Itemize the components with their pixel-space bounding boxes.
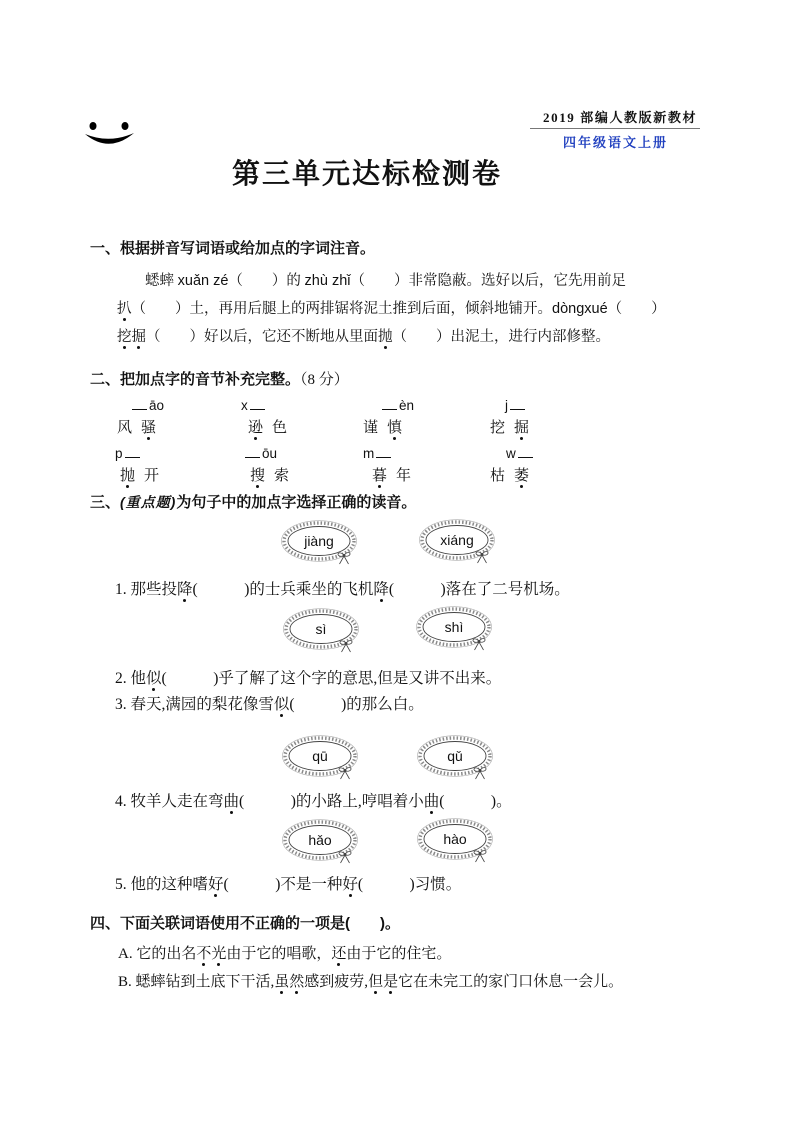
pinyin-option: hào xyxy=(443,831,467,847)
pinyin-prompt xyxy=(506,445,535,463)
section2-points: （8 分） xyxy=(300,372,349,388)
text-segment: 风 xyxy=(117,420,133,436)
question-sentence xyxy=(115,580,570,600)
header-divider xyxy=(530,128,700,129)
section1-line xyxy=(145,271,626,291)
pinyin-prefix: m xyxy=(363,446,375,461)
emphasized-char: 虽 xyxy=(274,974,290,990)
pinyin-suffix: āo xyxy=(149,398,165,413)
text-segment: 开 xyxy=(144,468,160,484)
text-segment: 谨 xyxy=(363,420,379,436)
section1-heading: 一、根据拼音写词语或给加点的字词注音。 xyxy=(90,240,376,257)
section1-line xyxy=(117,299,666,319)
pinyin-prefix: p xyxy=(115,446,123,461)
section1-line xyxy=(117,327,610,347)
emphasized-char: 掘 xyxy=(131,329,146,345)
pinyin-prompt xyxy=(363,445,393,463)
question-sentence xyxy=(115,792,512,812)
text-segment: （ ）的 xyxy=(228,273,305,289)
text-segment: （ ）出泥土，进行内部修整。 xyxy=(392,329,610,345)
pinyin-prefix: w xyxy=(506,446,516,461)
pinyin-option-frame xyxy=(282,735,362,781)
section3-heading-text: 为句子中的加点字选择正确的读音。 xyxy=(176,494,417,511)
emphasized-char: 似 xyxy=(146,670,162,687)
answer-blank xyxy=(382,400,397,410)
pinyin-option: hǎo xyxy=(308,832,332,848)
text-segment: ( )习惯。 xyxy=(357,876,462,893)
pinyin-option-frame xyxy=(282,819,362,865)
answer-blank xyxy=(125,448,140,458)
text-segment: A. 它的出名 xyxy=(118,946,197,962)
text-segment: （ ） xyxy=(607,301,666,317)
answer-blank xyxy=(132,400,147,410)
text-segment: 枯 xyxy=(490,468,506,484)
text-segment: 由于它的唱歌， xyxy=(226,946,332,962)
pinyin-option: shì xyxy=(444,619,464,635)
emphasized-char: 搜 xyxy=(250,468,266,484)
text-segment: ( )乎了解了这个字的意思,但是又讲不出来。 xyxy=(161,670,502,687)
pinyin-prompt xyxy=(505,397,527,415)
emphasized-char: 不 xyxy=(196,946,212,962)
key-question-tag: (重点题) xyxy=(120,494,177,510)
answer-blank xyxy=(245,448,260,458)
edition-label: 2019 部编人教版新教材 xyxy=(543,110,698,125)
choice-option-a xyxy=(118,944,451,964)
pinyin-prompt xyxy=(130,397,164,415)
pinyin-prefix: x xyxy=(241,398,248,413)
pinyin-prefix: j xyxy=(505,398,508,413)
text-segment: 挖 xyxy=(490,420,506,436)
section2-heading-text: 二、把加点字的音节补充完整。 xyxy=(90,371,301,388)
answer-blank xyxy=(510,400,525,410)
emphasized-char: 抛 xyxy=(120,468,136,484)
answer-blank xyxy=(376,448,391,458)
pinyin-option: qū xyxy=(312,748,328,764)
smiley-icon xyxy=(80,112,140,152)
text-segment: ( )不是一种 xyxy=(223,876,343,893)
emphasized-char: 降 xyxy=(373,581,389,598)
text-segment: 索 xyxy=(274,468,290,484)
pinyin-text: zhù zhǐ xyxy=(304,273,351,289)
question-sentence xyxy=(115,669,501,689)
emphasized-char: 但 xyxy=(368,974,384,990)
word-pair xyxy=(490,466,529,486)
word-pair xyxy=(363,418,402,438)
pinyin-prompt xyxy=(380,397,414,415)
text-segment: 蟋蟀 xyxy=(145,273,178,289)
word-pair xyxy=(120,466,159,486)
text-segment: B. 蟋蟀钻到土底下干活, xyxy=(118,974,275,990)
pinyin-option: jiàng xyxy=(304,533,334,549)
section3-heading xyxy=(90,492,416,513)
answer-blank xyxy=(250,400,265,410)
pinyin-text: dòngxué xyxy=(552,301,608,317)
emphasized-char: 萎 xyxy=(514,468,530,484)
text-segment: （ ）土，再用后腿上的两排锯将泥土推到后面，倾斜地铺开。 xyxy=(131,301,552,317)
text-segment: 4. 牧羊人走在弯 xyxy=(115,793,224,810)
emphasized-char: 然 xyxy=(289,974,305,990)
emphasized-char: 好 xyxy=(208,876,224,893)
text-segment: 年 xyxy=(396,468,412,484)
pinyin-prompt xyxy=(243,445,277,463)
text-segment: 5. 他的这种嗜 xyxy=(115,876,209,893)
section3-heading-prefix: 三、 xyxy=(90,494,121,511)
section4-heading: 四、下面关联词语使用不正确的一项是( )。 xyxy=(90,915,400,932)
text-segment: 1. 那些投 xyxy=(115,581,178,598)
text-segment: ( )的士兵乘坐的飞机 xyxy=(192,581,374,598)
text-segment: 2. 他 xyxy=(115,670,147,687)
word-pair xyxy=(117,418,156,438)
pinyin-option-frame xyxy=(417,735,497,781)
text-segment: 它在未完工的家门口休息一会儿。 xyxy=(398,974,624,990)
emphasized-char: 扒 xyxy=(117,301,132,317)
emphasized-char: 还 xyxy=(331,946,347,962)
page-title: 第三单元达标检测卷 xyxy=(232,159,503,190)
grade-book-label: 四年级语文上册 xyxy=(563,135,669,150)
word-pair xyxy=(372,466,411,486)
text-segment: ( )的那么白。 xyxy=(289,696,424,713)
emphasized-char: 暮 xyxy=(372,468,388,484)
emphasized-char: 骚 xyxy=(141,420,157,436)
answer-blank xyxy=(518,448,533,458)
emphasized-char: 是 xyxy=(383,974,399,990)
pinyin-text: xuǎn zé xyxy=(177,273,229,289)
emphasized-char: 好 xyxy=(342,876,358,893)
emphasized-char: 逊 xyxy=(248,420,264,436)
emphasized-char: 抛 xyxy=(378,329,393,345)
text-segment: 色 xyxy=(272,420,288,436)
text-segment: ( )。 xyxy=(439,793,512,810)
emphasized-char: 降 xyxy=(177,581,193,598)
text-segment: 感到疲劳, xyxy=(304,974,369,990)
text-segment: ( )的小路上,哼唱着小 xyxy=(239,793,424,810)
emphasized-char: 慎 xyxy=(387,420,403,436)
text-segment: 3. 春天,满园的梨花像雪 xyxy=(115,696,274,713)
word-pair xyxy=(490,418,529,438)
emphasized-char: 曲 xyxy=(223,793,240,810)
pinyin-suffix: èn xyxy=(399,398,415,413)
question-sentence xyxy=(115,695,424,715)
pinyin-option-frame xyxy=(416,606,496,652)
pinyin-prompt xyxy=(115,445,142,463)
pinyin-option-frame xyxy=(281,520,361,566)
emphasized-char: 光 xyxy=(211,946,227,962)
text-segment: （ ）好以后，它还不断地从里面 xyxy=(146,329,378,345)
choice-option-b xyxy=(118,972,623,992)
pinyin-option: xiáng xyxy=(440,532,474,548)
pinyin-suffix: ōu xyxy=(262,446,278,461)
question-sentence xyxy=(115,875,461,895)
pinyin-prompt xyxy=(241,397,267,415)
emphasized-char: 掘 xyxy=(514,420,530,436)
text-segment: （ ）非常隐蔽。选好以后，它先用前足 xyxy=(350,273,626,289)
text-segment: 由于它的住宅。 xyxy=(346,946,452,962)
text-segment: ( )落在了二号机场。 xyxy=(388,581,570,598)
pinyin-option-frame xyxy=(419,519,499,565)
word-pair xyxy=(250,466,289,486)
pinyin-option-frame xyxy=(417,818,497,864)
emphasized-char: 似 xyxy=(273,696,290,713)
section2-heading xyxy=(90,370,349,390)
pinyin-option-frame xyxy=(283,608,363,654)
emphasized-char: 曲 xyxy=(423,793,440,810)
pinyin-option: sì xyxy=(315,621,327,637)
pinyin-option: qǔ xyxy=(447,748,463,764)
emphasized-char: 挖 xyxy=(117,329,132,345)
word-pair xyxy=(248,418,287,438)
